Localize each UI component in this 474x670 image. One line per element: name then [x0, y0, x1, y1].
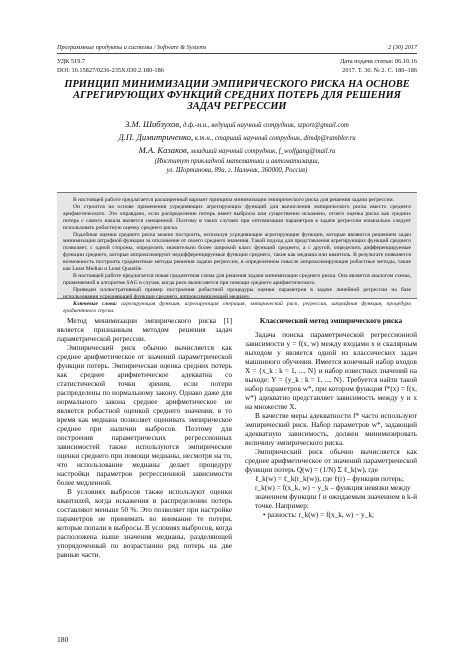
body-paragraph: Эмпирический риск обычно вычисляется как среднее арифметическое от значений параметрической функции потерь. Эмпирическая оценка средних потерь как среднее арифметическое адекватна со статистической точки зрения, если потери распределены по нормальному закону. Однако даже для нормального закона среднее арифметическое не является робастной оценкой среднего значения, в то время как медиана позволяет оценивать эмпирическое среднее при наличии выбросов. Поэтому для построения параметрических регрессионных зависимостей также используются эмпирические оценки среднего при помощи медианы, несмотря на то, что использование медианы делает процедуру настройки параметров регрессионной зависимости более медленной. — [57, 343, 232, 487]
abstract-paragraph: В настоящей работе предлагается расширенный вариант принципа минимизации эмпирического риска для решения задачи регрессии. — [73, 197, 394, 203]
body-paragraph: В условиях выбросов также используют оценки квантилей, когда искажения в распределении потерь составляют меньше 50 %. Это позволяет при настройке параметров не принимать во внимание те потери, которые попали в выбросы. В условиях выбросов, когда расположена выше значения медианы, разделяющей упорядоченный по возрастанию ряд потерь на две равные части. — [57, 487, 232, 559]
institution-line-2: ул. Шортанова, 89а, г. Нальчик, 360000, Россия) — [166, 167, 308, 175]
bullet-text: разность: r_k(w) = f(x_k, w) − y_k; — [267, 510, 375, 519]
abstract-paragraph: Подобные оценки среднего риска можно построить, используя усредняющие агрегирующие функции, которые являются решением задач минимизации штрафной функции за отклонение от своего среднего значения. Такой подход для представления агрегирующих функций среднего позволяет, с одной стороны, определить значительно более широкий класс функций среднего, а с другой, определить дифференцируемые функции среднего, которые аппроксимируют недифференцируемые функции среднего, такие как медиана или квантиль. В результате появляется возможность построить градиентные методы решения задачи регрессии, в определенном смысле аппроксимирующие робастные методы, такие как Least Median и Least Quantile. — [63, 231, 411, 273]
journal-name: Программные продукты и системы / Software & Systems — [57, 44, 207, 51]
author-name: З.М. Шибзухов, — [125, 119, 182, 129]
author-2 — [90, 132, 384, 145]
abstract-paragraph: В настоящей работе предлагается новая градиентная схема для решения задачи минимизации среднего риска. Она является аналогом схемы, применяемой в алгоритме SAG в случае, когда риск вычисляется при помощи среднего арифметического. — [63, 272, 411, 286]
body-paragraph: Задача поиска параметрической регрессионной зависимости y = f(x, w) между входами x и скалярным выходом y является одной из классических задач машинного обучения. Имеется конечный набор входов X = {x_k : k = 1, ..., N} и набор известных значений на выходе: Y = {y_k : k = 1, ..., N}. Требуется найти такой набор параметров w*, при котором функция f*(x) = f(x, w*) адекватно представляет зависимость между y и x на множестве X. — [245, 330, 417, 411]
keywords — [63, 301, 411, 315]
body-paragraph: Метод минимизации эмпирического риска [1] является признанным методом решения задач параметрической регрессии. — [57, 316, 232, 343]
article-title: ПРИНЦИП МИНИМИЗАЦИИ ЭМПИРИЧЕСКОГО РИСКА НА ОСНОВЕ АГРЕГИРУЮЩИХ ФУНКЦИЙ СРЕДНИХ ПОТЕРЬ ДЛЯ РЕШЕНИЯ ЗАДАЧ РЕГРЕССИИ — [64, 79, 410, 113]
author-role: к.т.н., старший научный сотрудник, dimdp@rambler.ru — [193, 134, 356, 142]
citation: 2017. Т. 30. № 2. С. 180–186 — [342, 67, 417, 74]
page-number: 180 — [57, 635, 69, 644]
author-1 — [90, 119, 384, 132]
running-header — [57, 39, 417, 54]
body-paragraph: Эмпирический риск обычно вычисляется как среднее арифметическое от значений параметрической функции потерь Q(w) = (1/N) Σ ℓ_k(w), где — [245, 447, 417, 474]
formula-line: ℓ_k(w) = ℓ_k(r_k(w)), где ℓ(r) – функция потерь; — [255, 474, 404, 483]
author-3 — [90, 145, 384, 158]
keywords-text: агрегирующая функция, агрегирующая операция, эмпирический риск, регрессия, штрафная функция, процедура градиентного спуска. — [63, 300, 411, 314]
issue-number: 2 (30) 2017 — [388, 44, 417, 51]
abstract-paragraph: Приведен иллюстративный пример построения робастной процедуры оценки параметров в задаче линейной регрессии на базе использования усредняющей функции среднего, аппроксимирующей медиану. — [63, 286, 411, 300]
meta-row-1 — [57, 58, 417, 65]
author-name: Д.П. Димитриченко, — [118, 131, 194, 142]
abstract-box — [57, 192, 417, 314]
meta-row-2 — [57, 67, 417, 74]
udk-code: УДК 519.7 — [57, 58, 86, 65]
author-role: д.ф.-м.н., ведущий научный сотрудник, szport@gmail.com — [181, 122, 349, 129]
date-received: Дата подачи статьи: 06.10.16 — [340, 58, 417, 65]
body-paragraph: В качестве меры адекватности f* часто используют эмпирический риск. Набор параметров w*, задающий адекватную зависимость, должен минимизировать величину эмпирического риска. — [245, 411, 417, 447]
authors-block — [90, 119, 384, 175]
institution-line-1: (Институт прикладной математики и автоматизации, — [154, 158, 320, 166]
author-role: младший научный сотрудник, f_wolfgang@mail.ru — [188, 147, 336, 155]
keywords-label: Ключевые слова: — [73, 300, 118, 307]
body-paragraph: значением функции f и ожидаемым значением в k-й точке. Например: — [255, 492, 417, 510]
author-name: М.А. Казаков, — [138, 144, 189, 155]
section-heading: Классический метод эмпирического риска — [259, 316, 403, 325]
abstract-paragraph: Он строится на основе применения усредняющих агрегирующих функций для вычисления эмпирического риска вместо среднего арифметического. Это оправдано, если распределение потерь имеет выбросы или существенно искажено, отчего оценка риска как средних потерь с самого начала является смещенной. Поэтому в таких случаях при оптимизации параметров в задаче регрессии изначально следует использовать робастную оценку среднего риска. — [63, 203, 411, 231]
doi: DOI: 10.15827/0236-235X.030.2.180-186 — [57, 67, 164, 74]
bullet-item: • разность: r_k(w) = f(x_k, w) − y_k; — [263, 510, 375, 519]
right-column — [245, 316, 417, 644]
formula-line: r_k(w) = f(x_k, w) − y_k – функция невязки между — [255, 483, 411, 492]
left-column — [57, 316, 232, 644]
